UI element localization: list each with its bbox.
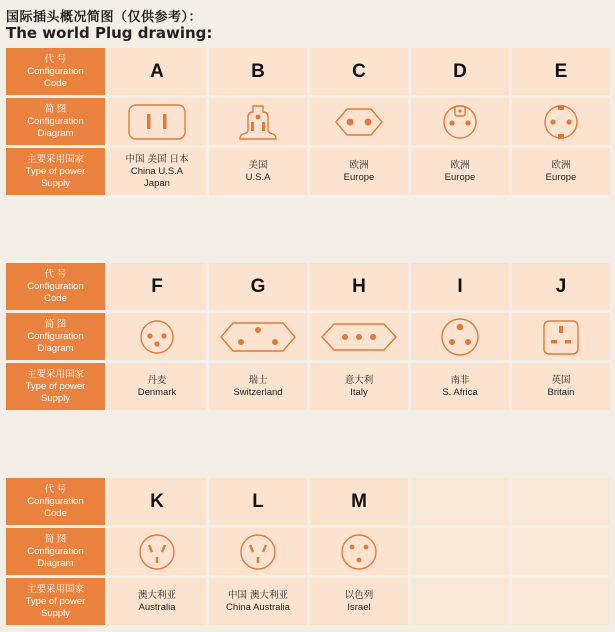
plug-k-icon [112, 532, 202, 572]
country-english: Italy [350, 386, 368, 398]
diagram-cell [108, 98, 206, 145]
code-row [6, 478, 610, 525]
plug-h-icon [314, 317, 404, 357]
country-english: China U.S.A [130, 165, 184, 177]
plug-code: C [352, 60, 366, 82]
diagram-row [6, 98, 610, 145]
country-chinese: 瑞士 [248, 374, 268, 386]
header-label: Code [44, 77, 67, 89]
empty-cell [512, 578, 610, 625]
code-cell [512, 48, 610, 95]
country-english: Europe [444, 171, 476, 183]
diagram-cell [209, 313, 307, 360]
empty-cell [411, 478, 509, 525]
plug-m-icon [314, 532, 404, 572]
plug-code: H [352, 275, 366, 297]
code-cell [411, 48, 509, 95]
title-chinese: 国际插头概况简图（仅供参考）： [6, 10, 203, 25]
header-label: Configuration [27, 65, 84, 77]
code-cell [209, 263, 307, 310]
header-label: Diagram [37, 127, 74, 139]
header-label: Diagram [37, 557, 74, 569]
code-header [6, 48, 105, 95]
header-label: Code [44, 507, 67, 519]
plug-code: F [151, 275, 163, 297]
empty-cell [512, 528, 610, 575]
plug-code: M [351, 490, 367, 512]
header-label: 简 图 [44, 103, 67, 115]
plug-table-3 [6, 478, 610, 628]
supply-cell [209, 578, 307, 625]
country-english: Denmark [137, 386, 177, 398]
code-cell [209, 48, 307, 95]
plug-g-icon [213, 317, 303, 357]
country-chinese: 以色列 [344, 589, 374, 601]
diagram-cell [209, 528, 307, 575]
header-label: 代 号 [44, 268, 67, 280]
diagram-row [6, 528, 610, 575]
country-english: U.S.A [245, 171, 271, 183]
diagram-header [6, 98, 105, 145]
empty-cell [512, 478, 610, 525]
supply-cell [310, 148, 408, 195]
supply-cell [411, 148, 509, 195]
diagram-cell [310, 528, 408, 575]
code-cell [209, 478, 307, 525]
diagram-cell [209, 98, 307, 145]
code-row [6, 48, 610, 95]
plug-code: A [150, 60, 164, 82]
country-chinese: 欧洲 [349, 159, 369, 171]
supply-cell [209, 363, 307, 410]
header-label: Supply [40, 607, 71, 619]
header-label: 代 号 [44, 483, 67, 495]
country-chinese: 欧洲 [450, 159, 470, 171]
header-label: 主要采用国家 [26, 583, 84, 595]
plug-code: E [554, 60, 568, 82]
header-label: 简 图 [44, 318, 67, 330]
diagram-header [6, 528, 105, 575]
country-chinese: 美国 [248, 159, 268, 171]
supply-header [6, 148, 105, 195]
diagram-cell [411, 98, 509, 145]
plug-e-icon [516, 102, 606, 142]
country-english: China Australia [226, 601, 290, 613]
country-english: Europe [343, 171, 375, 183]
supply-cell [108, 578, 206, 625]
header-label: Supply [40, 392, 71, 404]
plug-code: J [555, 275, 567, 297]
code-cell [310, 478, 408, 525]
plug-code: G [250, 275, 266, 297]
header-label: 简 图 [44, 533, 67, 545]
country-english: Israel [347, 601, 371, 613]
country-chinese: 中国 澳大利亚 [227, 589, 289, 601]
supply-cell [411, 363, 509, 410]
header-label: Type of power [25, 380, 86, 392]
plug-l-icon [213, 532, 303, 572]
header-label: Type of power [25, 595, 86, 607]
supply-cell [310, 363, 408, 410]
supply-row [6, 363, 610, 410]
plug-table-1 [6, 48, 610, 198]
title-english: The world Plug drawing: [6, 24, 213, 42]
diagram-cell [512, 313, 610, 360]
country-english: Switzerland [233, 386, 283, 398]
header-label: 代 号 [44, 53, 67, 65]
plug-d-icon [415, 102, 505, 142]
country-chinese: 中国 美国 日本 [125, 153, 189, 165]
supply-cell [512, 363, 610, 410]
header-label: Code [44, 292, 67, 304]
country-chinese: 丹麦 [147, 374, 167, 386]
diagram-cell [108, 528, 206, 575]
code-cell [411, 263, 509, 310]
plug-c-icon [314, 102, 404, 142]
supply-cell [512, 148, 610, 195]
code-header [6, 478, 105, 525]
supply-row [6, 578, 610, 625]
plug-table-2 [6, 263, 610, 413]
header-label: 主要采用国家 [26, 153, 84, 165]
country-chinese: 南非 [450, 374, 470, 386]
supply-header [6, 363, 105, 410]
header-label: Configuration [27, 115, 84, 127]
header-label: Type of power [25, 165, 86, 177]
supply-header [6, 578, 105, 625]
diagram-cell [411, 313, 509, 360]
code-cell [310, 48, 408, 95]
country-chinese: 英国 [551, 374, 571, 386]
country-english: Europe [545, 171, 577, 183]
plug-code: L [252, 490, 264, 512]
code-cell [108, 48, 206, 95]
header-label: Configuration [27, 495, 84, 507]
code-cell [108, 478, 206, 525]
diagram-cell [512, 98, 610, 145]
header-label: Supply [40, 177, 71, 189]
plug-i-icon [415, 317, 505, 357]
header-label: Configuration [27, 280, 84, 292]
supply-cell [108, 363, 206, 410]
plug-f-icon [112, 317, 202, 357]
code-row [6, 263, 610, 310]
country-english: S. Africa [442, 386, 478, 398]
empty-cell [411, 528, 509, 575]
country-english: Japan [144, 177, 170, 189]
header-label: Configuration [27, 330, 84, 342]
supply-row [6, 148, 610, 195]
country-chinese: 意大利 [344, 374, 374, 386]
supply-cell [108, 148, 206, 195]
country-chinese: 澳大利亚 [137, 589, 176, 601]
plug-code: I [457, 275, 463, 297]
plug-code: D [453, 60, 467, 82]
header-label: 主要采用国家 [26, 368, 84, 380]
plug-code: K [150, 490, 164, 512]
supply-cell [310, 578, 408, 625]
plug-j-icon [516, 317, 606, 357]
diagram-cell [108, 313, 206, 360]
header-label: Configuration [27, 545, 84, 557]
supply-cell [209, 148, 307, 195]
diagram-cell [310, 313, 408, 360]
country-english: Australia [138, 601, 176, 613]
header-label: Diagram [37, 342, 74, 354]
empty-cell [411, 578, 509, 625]
code-cell [310, 263, 408, 310]
code-cell [512, 263, 610, 310]
code-header [6, 263, 105, 310]
country-chinese: 欧洲 [551, 159, 571, 171]
plug-a-icon [112, 102, 202, 142]
plug-b-icon [213, 102, 303, 142]
country-english: Britain [547, 386, 575, 398]
diagram-cell [310, 98, 408, 145]
plug-code: B [251, 60, 265, 82]
diagram-row [6, 313, 610, 360]
diagram-header [6, 313, 105, 360]
code-cell [108, 263, 206, 310]
